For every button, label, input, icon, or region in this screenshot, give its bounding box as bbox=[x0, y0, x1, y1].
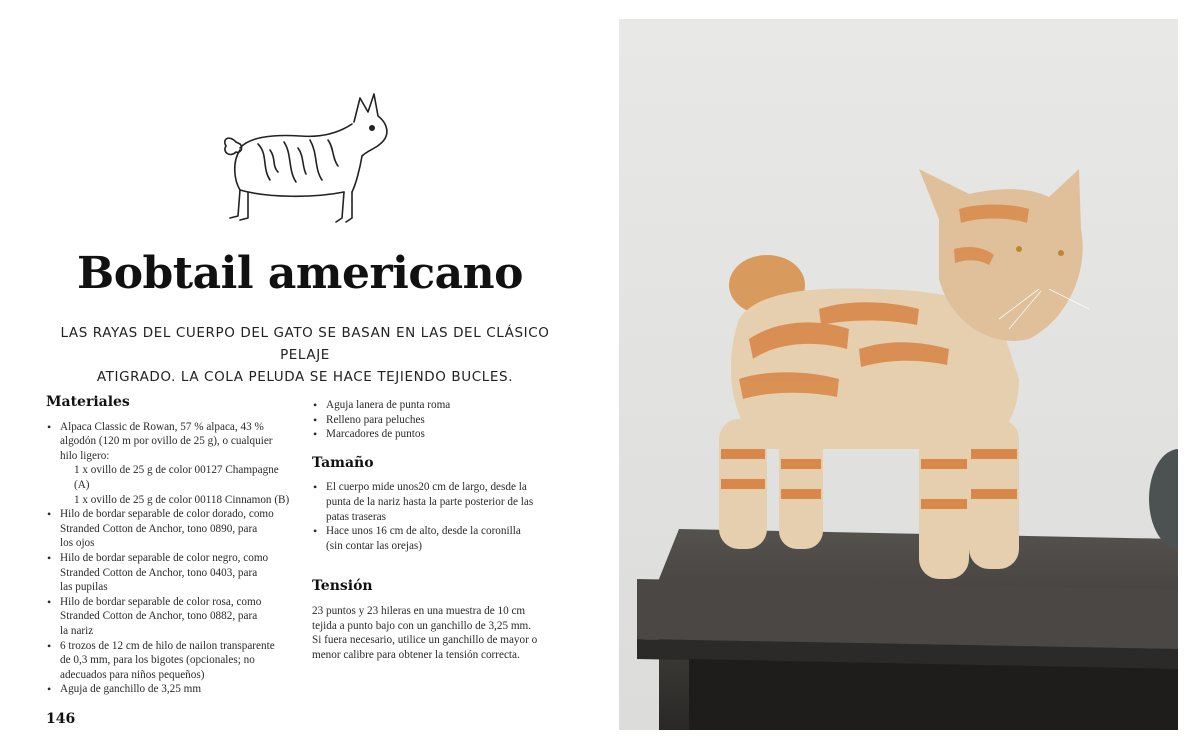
list-item-line: algodón (120 m por ovillo de 25 g), o cualquier bbox=[60, 435, 273, 448]
tension-heading: Tensión bbox=[312, 578, 373, 595]
list-item bbox=[312, 413, 562, 428]
list-subitem-line: 1 x ovillo de 25 g de color 00127 Champagne (A) bbox=[74, 464, 279, 491]
list-item-line: Stranded Cotton de Anchor, tono 0882, para bbox=[60, 610, 258, 623]
list-item bbox=[312, 398, 562, 413]
tension-line: 23 puntos y 23 hileras en una muestra de 10 cm bbox=[312, 604, 526, 617]
tension-line: menor calibre para obtener la tensión correcta. bbox=[312, 648, 520, 661]
list-item-line: Stranded Cotton de Anchor, tono 0890, para bbox=[60, 522, 258, 535]
list-item-line: • 6 trozos de 12 cm de hilo de nailon transparente bbox=[60, 639, 275, 652]
list-item bbox=[46, 595, 296, 639]
size-section bbox=[312, 456, 562, 554]
materials-list bbox=[46, 420, 296, 697]
list-item-line: adecuados para niños pequeños) bbox=[60, 668, 205, 681]
list-item-line: • Aguja lanera de punta roma bbox=[326, 399, 451, 411]
page-title: Bobtail americano bbox=[77, 248, 523, 299]
materials-section bbox=[46, 395, 296, 697]
list-item-line: las pupilas bbox=[60, 581, 108, 594]
list-item bbox=[312, 524, 562, 553]
subtitle-line: LAS RAYAS DEL CUERPO DEL GATO SE BASAN EN LAS DEL CLÁSICO PELAJE bbox=[60, 325, 550, 363]
size-list bbox=[312, 480, 562, 553]
list-item-line: de 0,3 mm, para los bigotes (opcionales; no bbox=[60, 654, 255, 667]
list-item-line: • El cuerpo mide unos20 cm de largo, desde la bbox=[326, 481, 527, 494]
subtitle-line: ATIGRADO. LA COLA PELUDA SE HACE TEJIENDO BUCLES. bbox=[96, 369, 514, 385]
tension-line: tejida a punto bajo con un ganchillo de 3,25 mm. bbox=[312, 619, 532, 632]
list-item-line: los ojos bbox=[60, 537, 95, 550]
list-subitem-line: 1 x ovillo de 25 g de color 00118 Cinnamon (B) bbox=[74, 493, 290, 506]
list-item-line: • Hilo de bordar separable de color rosa, como bbox=[60, 595, 262, 608]
list-item-line: • Alpaca Classic de Rowan, 57 % alpaca, 43 % bbox=[60, 420, 264, 433]
right-column bbox=[312, 398, 562, 662]
list-item-line: • Marcadores de puntos bbox=[326, 428, 425, 441]
list-item-line: Stranded Cotton de Anchor, tono 0403, para bbox=[60, 566, 258, 579]
list-item bbox=[46, 420, 296, 508]
cat-line-illustration bbox=[214, 88, 398, 228]
tension-section bbox=[312, 579, 562, 662]
list-item bbox=[46, 682, 296, 697]
list-item-line: • Hace unos 16 cm de alto, desde la coronilla bbox=[326, 525, 521, 538]
list-item-line: (sin contar las orejas) bbox=[326, 539, 422, 552]
list-item-line: • Hilo de bordar separable de color dorado, como bbox=[60, 508, 274, 521]
tension-line: Si fuera necesario, utilice un ganchillo de mayor o bbox=[312, 634, 538, 647]
list-item-line: • Aguja de ganchillo de 3,25 mm bbox=[60, 683, 202, 696]
illustration-eye-icon bbox=[369, 125, 375, 131]
crocheted-cat-photo bbox=[619, 19, 1178, 730]
list-item-line: patas traseras bbox=[326, 510, 386, 523]
list-item-line: • Relleno para peluches bbox=[326, 413, 425, 426]
list-item-line: la nariz bbox=[60, 624, 94, 637]
materials-list-continued bbox=[312, 398, 562, 442]
page-number: 146 bbox=[46, 711, 76, 727]
subtitle bbox=[40, 322, 570, 388]
materials-heading: Materiales bbox=[46, 394, 130, 410]
list-item bbox=[312, 480, 562, 524]
list-item-line: punta de la nariz hasta la parte posterior de las bbox=[326, 495, 534, 508]
list-item-line: hilo ligero: bbox=[60, 449, 110, 462]
list-item-line: • Hilo de bordar separable de color negro, como bbox=[60, 551, 269, 564]
list-item bbox=[46, 551, 296, 595]
size-heading: Tamaño bbox=[312, 454, 374, 471]
list-item bbox=[46, 507, 296, 551]
tension-body bbox=[312, 604, 562, 662]
list-item bbox=[46, 639, 296, 683]
list-item bbox=[312, 427, 562, 442]
